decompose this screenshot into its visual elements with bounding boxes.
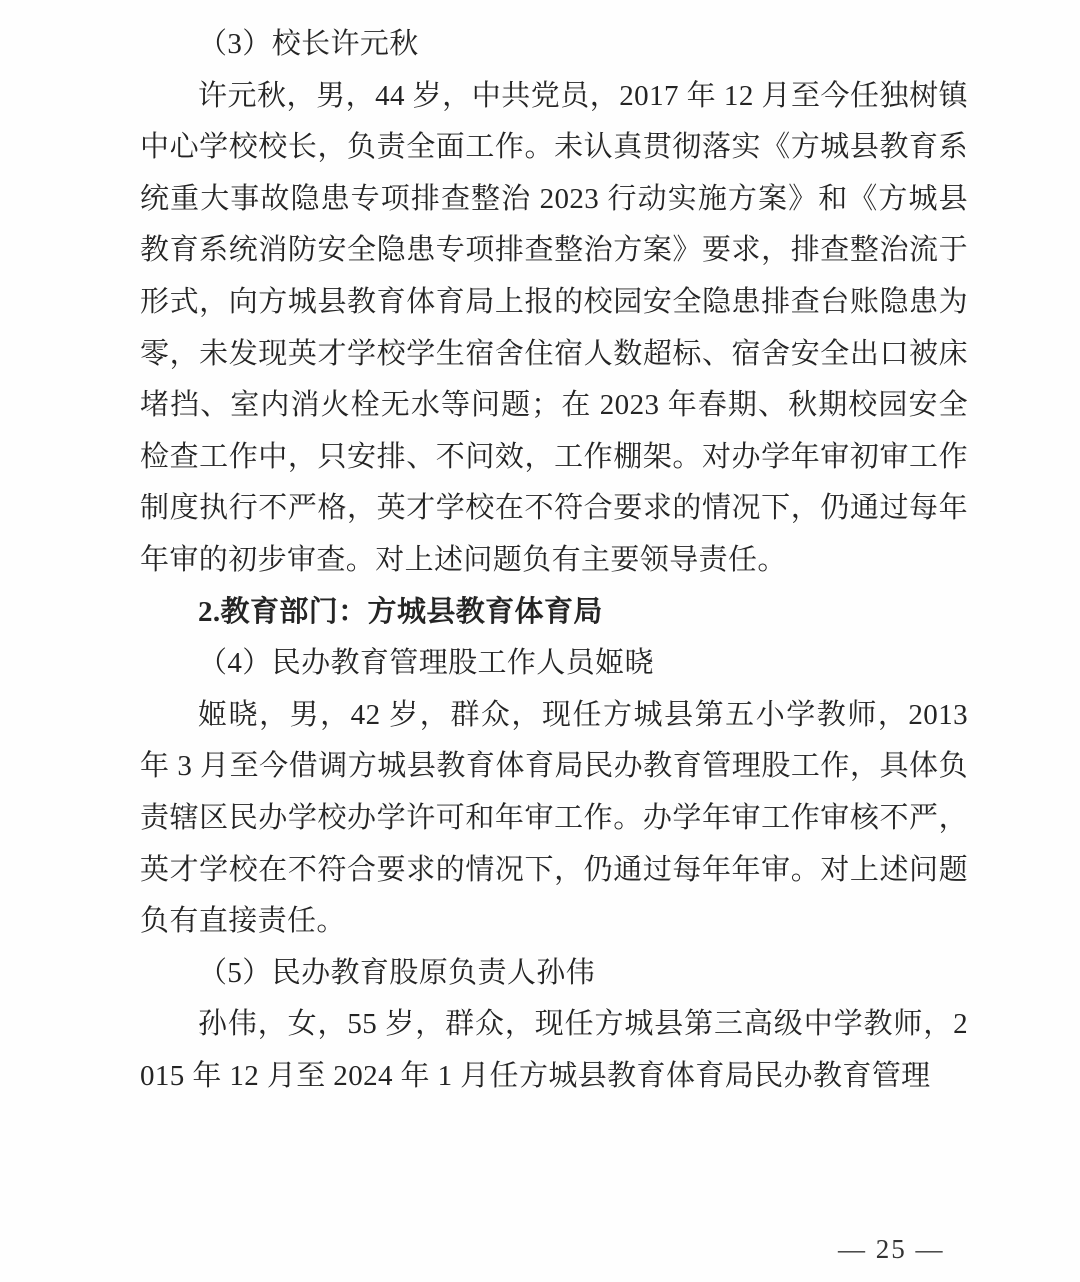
subheading-principal-xu-yuanqiu: （3）校长许元秋 [198,28,419,60]
heading-education-department: 2.教育部门：方城县教育体育局 [198,595,603,628]
subheading-former-head-sun-wei: （5）民办教育股原负责人孙伟 [198,956,596,989]
document-content [140,19,968,1102]
paragraph-xu-yuanqiu-details: 许元秋，男，44 岁，中共党员，2017 年 12 月至今任独树镇中心学校校长，负责全面工作。未认真贯彻落实《方城县教育系统重大事故隐患专项排查整治 2023 行动实施方案》和《方城县教育系统消防安全隐患专项排查整治方案》要求，排查整治流于形式，向方城县教育体育局上报的校园安全隐患排查台账隐患为零，未发现英才学校学生宿舍住宿人数超标、宿舍安全出口被床堵挡、室内消火栓无水等问题；在 2023 年春期、秋期校园安全检查工作中，只安排、不问效，工作棚架。对办学年审初审工作制度执行不严格，英才学校在不符合要求的情况下，仍通过每年年审的初步审查。对上述问题负有主要领导责任。 [140,79,968,576]
subheading-staff-ji-xiao: （4）民办教育管理股工作人员姬晓 [198,647,654,680]
page-number: — 25 — [838,1234,945,1264]
paragraph-ji-xiao-details: 姬晓，男，42 岁，群众，现任方城县第五小学教师，2013 年 3 月至今借调方城县教育体育局民办教育管理股工作，具体负责辖区民办学校办学许可和年审工作。办学年审工作审核不严，英才学校在不符合要求的情况下，仍通过每年年审。对上述问题负有直接责任。 [140,698,968,938]
paragraph-sun-wei-details: 孙伟，女，55 岁，群众，现任方城县第三高级中学教师，2015 年 12 月至 2024 年 1 月任方城县教育体育局民办教育管理 [140,1008,968,1092]
